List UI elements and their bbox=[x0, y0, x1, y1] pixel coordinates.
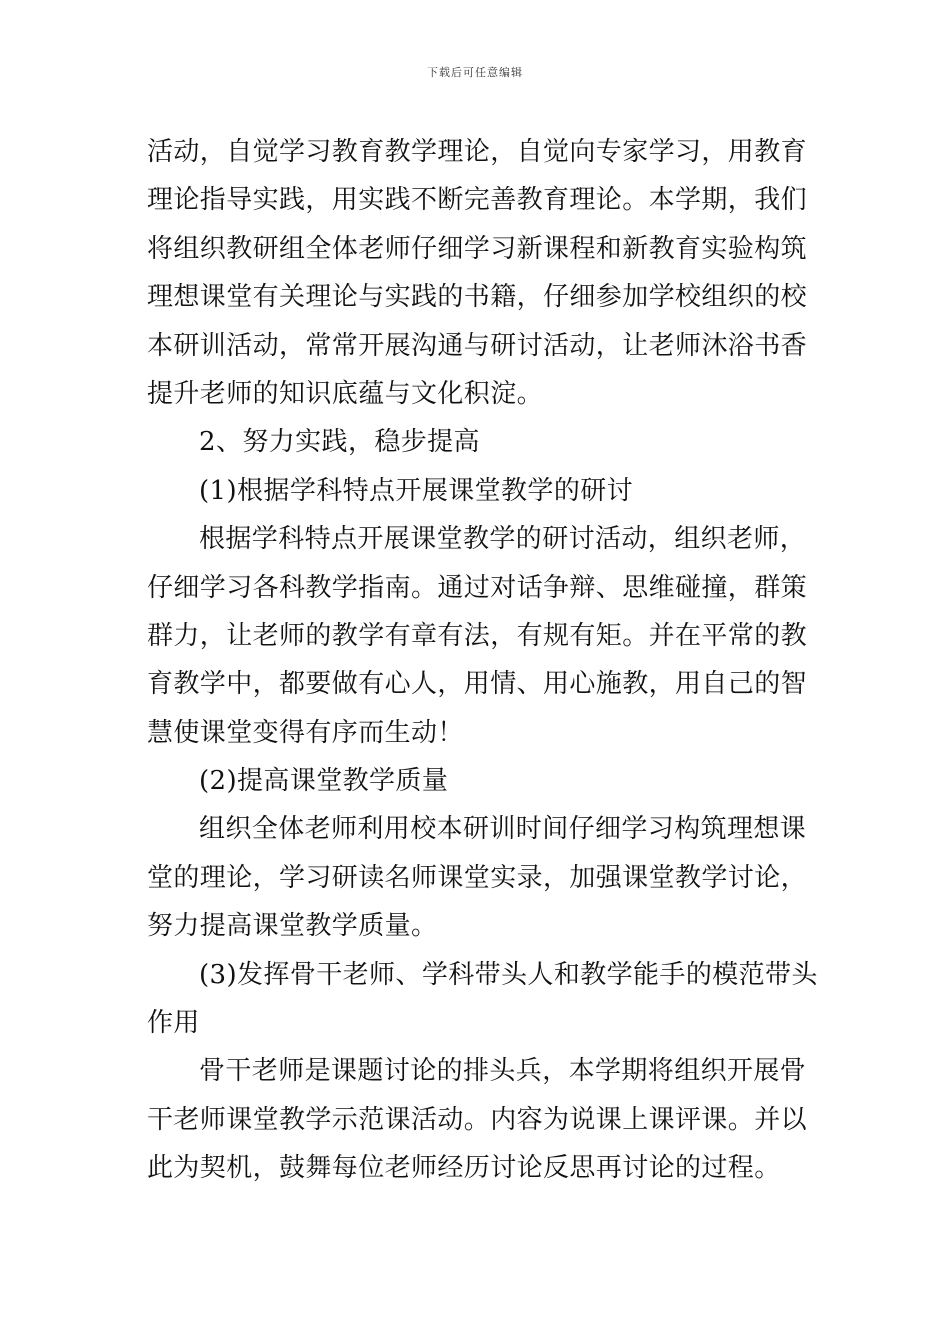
paragraph-start: 骨干老师是课题讨论的排头兵，本学期将组织开展骨 bbox=[199, 1056, 807, 1087]
body-line: 堂的理论，学习研读名师课堂实录，加强课堂教学讨论， bbox=[147, 862, 808, 893]
body-line: 将组织教研组全体老师仔细学习新课程和新教育实验构筑 bbox=[147, 233, 808, 264]
subsection-heading: (2)提高课堂教学质量 bbox=[199, 766, 449, 797]
body-line: 作用 bbox=[147, 1008, 200, 1039]
subsection-heading: (3)发挥骨干老师、学科带头人和教学能手的模范带头 bbox=[199, 959, 818, 990]
header-note: 下载后可任意编辑 bbox=[427, 66, 523, 79]
body-line: 慧使课堂变得有序而生动！ bbox=[147, 717, 464, 748]
body-line: 理想课堂有关理论与实践的书籍，仔细参加学校组织的校 bbox=[147, 282, 808, 313]
body-line: 本研训活动，常常开展沟通与研讨活动，让老师沐浴书香 bbox=[147, 330, 808, 361]
paragraph-start: 根据学科特点开展课堂教学的研讨活动，组织老师， bbox=[199, 524, 807, 555]
body-line: 此为契机，鼓舞每位老师经历讨论反思再讨论的过程。 bbox=[147, 1153, 781, 1184]
body-line: 育教学中，都要做有心人，用情、用心施教，用自己的智 bbox=[147, 669, 808, 700]
body-line: 群力，让老师的教学有章有法，有规有矩。并在平常的教 bbox=[147, 620, 808, 651]
body-line: 仔细学习各科教学指南。通过对话争辩、思维碰撞，群策 bbox=[147, 572, 808, 603]
document-body bbox=[147, 128, 818, 1193]
body-line: 理论指导实践，用实践不断完善教育理论。本学期，我们 bbox=[147, 185, 808, 216]
paragraph-start: 组织全体老师利用校本研训时间仔细学习构筑理想课 bbox=[199, 814, 807, 845]
body-line: 干老师课堂教学示范课活动。内容为说课上课评课。并以 bbox=[147, 1104, 808, 1135]
body-line: 活动，自觉学习教育教学理论，自觉向专家学习，用教育 bbox=[147, 137, 808, 167]
section-heading: 2、努力实践，稳步提高 bbox=[199, 427, 480, 458]
body-line: 努力提高课堂教学质量。 bbox=[147, 911, 438, 942]
subsection-heading: (1)根据学科特点开展课堂教学的研讨 bbox=[199, 475, 634, 506]
body-line: 提升老师的知识底蕴与文化积淀。 bbox=[147, 378, 544, 409]
